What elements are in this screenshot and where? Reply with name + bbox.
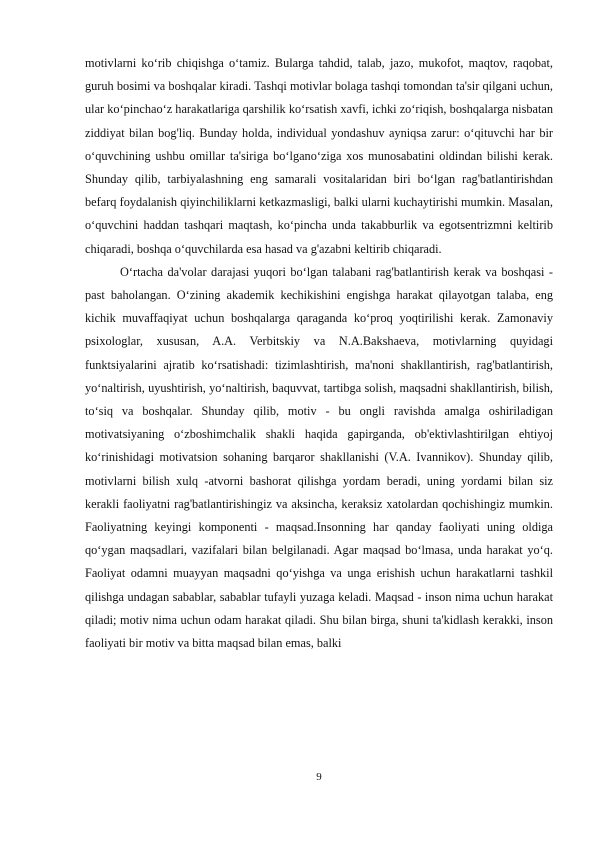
- document-body: [85, 52, 553, 655]
- paragraph-2: O‘rtacha da'volar darajasi yuqori bo‘lgan talabani rag'batlantirish kerak va boshqasi - past baholangan. O‘zining akademik kechikishini engishga harakat qilayotgan talaba, eng kichik muvaffaqiyat uchun boshqalarga qaraganda ko‘proq yoqtirilishi kerak. Zamonaviy psixologlar, xususan, A.A. Verbitskiy va N.A.Bakshaeva, motivlarning quyidagi funktsiyalarini ajratib ko‘rsatishadi: tizimlashtirish, ma'noni shakllantirish, rag'batlantirish, yo‘naltirish, uyushtirish, yo‘naltirish, baquvvat, tartibga solish, maqsadni shakllantirish, bilish, to‘siq va boshqalar. Shunday qilib, motiv - bu ongli ravishda amalga oshiriladigan motivatsiyaning o‘zboshimchalik shakli haqida gapirganda, ob'ektivlashtirilgan ehtiyoj ko‘rinishidagi motivatsion sohaning barqaror shakllanishi (V.A. Ivannikov). Shunday qilib, motivlarni bilish xulq -atvorni bashorat qilishga yordam beradi, uning yordami bilan siz kerakli faoliyatni rag'batlantirishingiz va aksincha, keraksiz xatolardan qochishingiz mumkin. Faoliyatning keyingi komponenti - maqsad.Insonning har qanday faoliyati uning oldiga qo‘ygan maqsadlari, vazifalari bilan belgilanadi. Agar maqsad bo‘lmasa, unda harakat yo‘q. Faoliyat odamni muayyan maqsadni qo‘yishga va unga erishish uchun harakatlarni tashkil qilishga undagan sabablar, sabablar tufayli yuzaga keladi. Maqsad - inson nima uchun harakat qiladi; motiv nima uchun odam harakat qiladi. Shu bilan birga, shuni ta'kidlash kerakki, inson faoliyati bir motiv va bitta maqsad bilan emas, balki: [85, 264, 553, 651]
- page-number: 9: [316, 771, 322, 783]
- paragraph-1: motivlarni ko‘rib chiqishga o‘tamiz. Bularga tahdid, talab, jazo, mukofot, maqtov, raqobat, guruh bosimi va boshqalar kiradi. Tashqi motivlar bolaga tashqi tomondan ta'sir qilgani uchun, ular ko‘pinchao‘z harakatlariga qarshilik ko‘rsatish xavfi, ichki zo‘riqish, boshqalarga nisbatan ziddiyat bilan bog'liq. Bunday holda, individual yondashuv ayniqsa zarur: o‘qituvchi har bir o‘quvchining ushbu omillar ta'siriga bo‘lgano‘ziga xos munosabatini oldindan bilishi kerak. Shunday qilib, tarbiyalashning eng samarali vositalaridan biri bo‘lgan rag'batlantirishdan befarq foydalanish qiyinchiliklarni ketkazmasligi, balki ularni kuchaytirishi mumkin. Masalan, o‘quvchini haddan tashqari maqtash, ko‘pincha unda takabburlik va egotsentrizmni keltirib chiqaradi, boshqa o‘quvchilarda esa hasad va g'azabni keltirib chiqaradi.: [85, 56, 553, 256]
